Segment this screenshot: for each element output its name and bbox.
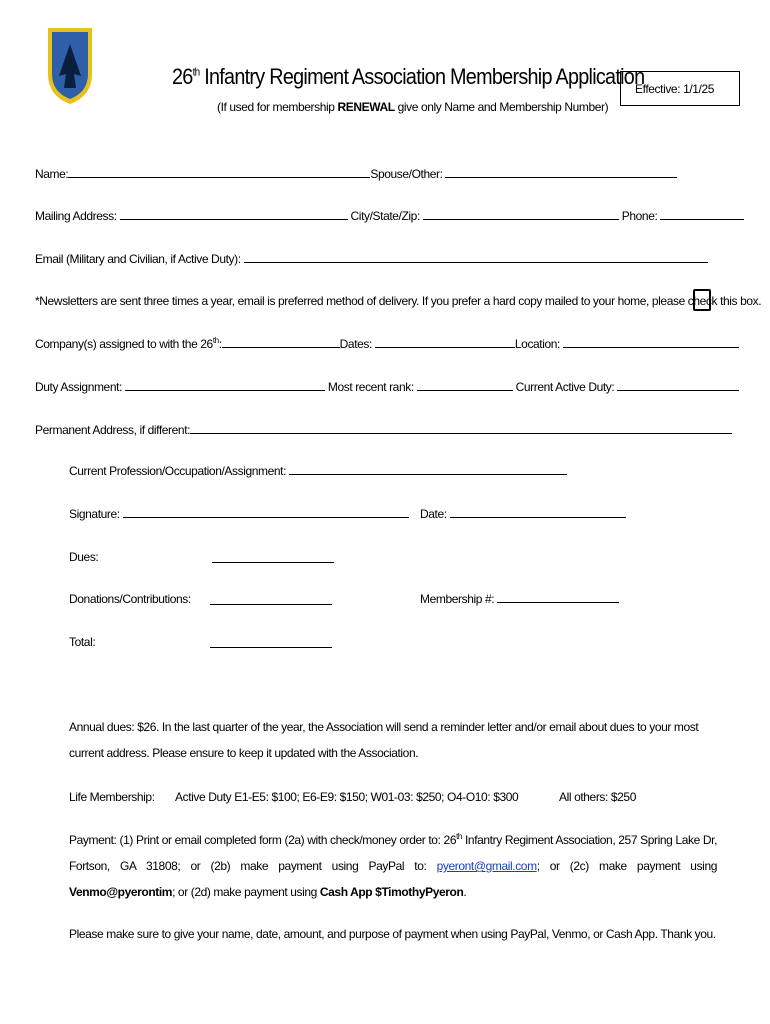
spouse-label: Spouse/Other: bbox=[370, 167, 443, 181]
city-state-zip-field[interactable] bbox=[423, 209, 619, 220]
profession-row bbox=[69, 464, 567, 478]
profession-label: Current Profession/Occupation/Assignment: bbox=[69, 464, 287, 478]
recent-rank-field[interactable] bbox=[417, 380, 513, 391]
signature-row bbox=[69, 507, 409, 521]
name-label: Name: bbox=[35, 167, 69, 181]
cashapp-handle: Cash App $TimothyPyeron bbox=[319, 885, 464, 899]
newsletter-text: *Newsletters are sent three times a year, email is preferred method of delivery. If you prefer a hard copy mailed to your home, please check this box. bbox=[35, 294, 762, 308]
phone-field[interactable] bbox=[660, 209, 744, 220]
date-field[interactable] bbox=[450, 507, 626, 518]
page-subtitle: (If used for membership RENEWAL give only Name and Membership Number) bbox=[217, 100, 609, 114]
date-row bbox=[420, 507, 626, 521]
current-duty-label: Current Active Duty: bbox=[515, 380, 615, 394]
recent-rank-label: Most recent rank: bbox=[327, 380, 414, 394]
duty-assignment-label: Duty Assignment: bbox=[35, 380, 122, 394]
spouse-field[interactable] bbox=[445, 167, 677, 178]
regiment-shield-logo bbox=[44, 24, 96, 108]
dues-field[interactable] bbox=[212, 552, 334, 563]
dues-label: Dues: bbox=[69, 550, 99, 564]
page-title: 26th Infantry Regiment Association Membership Application bbox=[172, 64, 645, 89]
profession-field[interactable] bbox=[289, 464, 567, 475]
life-membership-others-rate: All others: $250 bbox=[559, 790, 636, 804]
date-label: Date: bbox=[420, 507, 447, 521]
dates-label: Dates: bbox=[339, 337, 372, 351]
signature-field[interactable] bbox=[123, 507, 409, 518]
permanent-address-row bbox=[35, 423, 732, 437]
donations-field[interactable] bbox=[210, 594, 332, 605]
location-label: Location: bbox=[514, 337, 560, 351]
mailing-address-field[interactable] bbox=[120, 209, 348, 220]
effective-date-box: Effective: 1/1/25 bbox=[620, 71, 740, 106]
phone-label: Phone: bbox=[621, 209, 658, 223]
annual-dues-text: Annual dues: $26. In the last quarter of the year, the Association will send a reminder letter and/or email about dues to your most current address. Please ensure to keep it updated with the Association. bbox=[69, 720, 699, 760]
city-state-zip-label: City/State/Zip: bbox=[350, 209, 420, 223]
payment-text: Payment: (1) Print or email completed form (2a) with check/money order to: 26th Infantry Regiment Association, 257 Spring Lake Dr, Fortson, GA 31808; or (2b) make payment using PayPal to: pyeront@gmail.com; or (2c) make payment using Venmo@pyerontim; or (2d) make payment using Cash App $TimothyPyeron. bbox=[69, 832, 718, 899]
membership-row bbox=[420, 592, 619, 606]
duty-assignment-field[interactable] bbox=[125, 380, 325, 391]
companies-label: Company(s) assigned to with the 26th: bbox=[35, 336, 222, 351]
email-label: Email (Military and Civilian, if Active Duty): bbox=[35, 252, 241, 266]
life-membership-label: Life Membership: bbox=[69, 790, 155, 804]
mailing-row bbox=[35, 209, 744, 223]
location-field[interactable] bbox=[563, 337, 739, 348]
closing-text: Please make sure to give your name, date, amount, and purpose of payment when using PayPal, Venmo, or Cash App. Thank you. bbox=[69, 927, 716, 941]
current-duty-field[interactable] bbox=[617, 380, 739, 391]
name-row bbox=[35, 167, 677, 181]
hard-copy-checkbox[interactable] bbox=[693, 289, 711, 311]
total-label: Total: bbox=[69, 635, 96, 649]
paypal-email-link[interactable]: pyeront@gmail.com bbox=[436, 859, 537, 873]
mailing-address-label: Mailing Address: bbox=[35, 209, 117, 223]
life-membership-active-rates: Active Duty E1-E5: $100; E6-E9: $150; W01-03: $250; O4-O10: $300 bbox=[175, 790, 519, 804]
email-row bbox=[35, 252, 708, 266]
name-field[interactable] bbox=[68, 167, 370, 178]
duty-row bbox=[35, 380, 739, 394]
signature-label: Signature: bbox=[69, 507, 120, 521]
dates-field[interactable] bbox=[375, 337, 515, 348]
permanent-address-label: Permanent Address, if different: bbox=[35, 423, 191, 437]
membership-number-label: Membership #: bbox=[420, 592, 495, 606]
permanent-address-field[interactable] bbox=[190, 423, 732, 434]
companies-row bbox=[35, 336, 739, 351]
email-field[interactable] bbox=[244, 252, 708, 263]
membership-number-field[interactable] bbox=[497, 592, 619, 603]
donations-label: Donations/Contributions: bbox=[69, 592, 191, 606]
venmo-handle: Venmo@pyerontim bbox=[69, 885, 173, 899]
companies-field[interactable] bbox=[222, 337, 340, 348]
total-field[interactable] bbox=[210, 637, 332, 648]
